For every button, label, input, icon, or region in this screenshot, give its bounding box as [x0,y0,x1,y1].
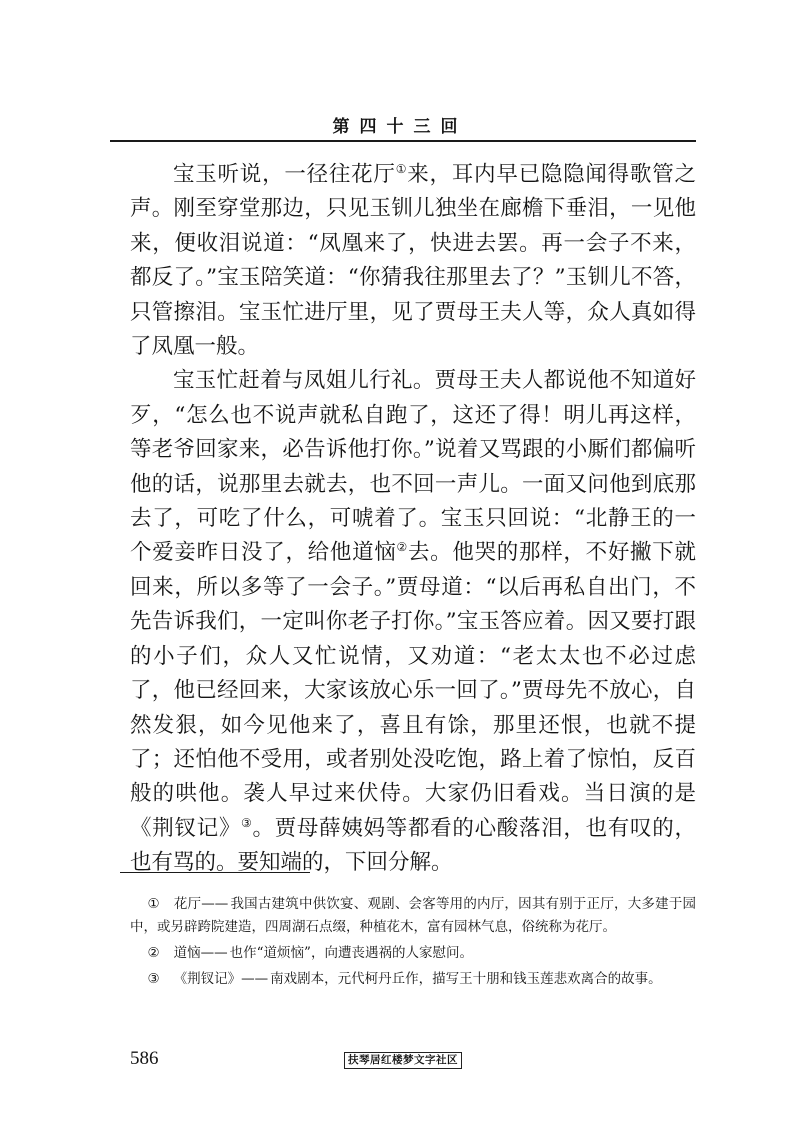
paragraph-2-text-c: 。贾母薛姨妈等都看的心酸落泪，也有叹的，也有骂的。要知端的，下回分解。 [130,815,696,876]
footnote-3 [130,968,696,991]
footnote-2-marker: ② [147,945,160,961]
footnote-rule [120,872,310,873]
paragraph-2 [130,364,696,880]
footnote-1-marker: ① [147,896,160,912]
paragraph-1-text-a: 宝玉听说，一径往花厅 [173,162,396,187]
footnote-1 [130,893,696,939]
header-rule [110,140,696,142]
page-number: 586 [130,1048,159,1069]
paragraph-1 [130,158,696,364]
footnote-2-text: 也作“道烦恼”，向遭丧遇祸的人家慰问。 [229,945,473,961]
footnote-ref-1: ① [395,161,408,176]
footnote-ref-3: ③ [241,815,253,830]
running-head-chapter-title: 第四十三回 [332,117,468,137]
footnote-2 [130,942,696,965]
paragraph-1-text-b: 来，耳内早已隐隐闻得歌管之声。刚至穿堂那边，只见玉钏儿独坐在廊檐下垂泪，一见他来，便收泪说道：“凤凰来了，快进去罢。再一会子不来，都反了。”宝玉陪笑道：“你猜我往那里去了？”玉钏儿不答，只管擦泪。宝玉忙进厅里，见了贾母王夫人等，众人真如得了凤凰一般。 [130,162,696,360]
footnote-3-marker: ③ [147,971,160,987]
footnotes [130,893,696,994]
paragraph-2-text-b: 去。他哭的那样，不好撇下就回来，所以多等了一会子。”贾母道：“以后再私自出门，不先告诉我们，一定叫你老子打你。”宝玉答应着。因又要打跟的小子们，众人又忙说情，又劝道：“老太太也不必过虑了，他已经回来，大家该放心乐一回了。”贾母先不放心，自然发狠，如今见他来了，喜且有馀，那里还恨，也就不提了；还怕他不受用，或者别处没吃饱，路上着了惊怕，反百般的哄他。袭人早过来伏侍。大家仍旧看戏。当日演的是《荆钗记》 [130,540,696,841]
paragraph-2-text-a: 宝玉忙赶着与凤姐儿行礼。贾母王夫人都说他不知道好歹，“怎么也不说声就私自跑了，这还了得！明儿再这样，等老爷回家来，必告诉他打你。”说着又骂跟的小厮们都偏听他的话，说那里去就去，也不回一声儿。一面又问他到底那去了，可吃了什么，可唬着了。宝玉只回说：“北静王的一个爱妾昨日没了，给他道恼 [130,368,696,566]
footnote-1-term: 花厅—— [173,896,229,912]
footnote-3-text: 南戏剧本，元代柯丹丘作，描写王十朋和钱玉莲悲欢离合的故事。 [270,971,662,987]
main-text [130,158,696,881]
source-stamp: 扶琴居红楼梦文字社区 [344,1052,462,1069]
footnote-1-text: 我国古建筑中供饮宴、观剧、会客等用的内厅，因其有别于正厅，大多建于园中，或另辟跨院建造，四周湖石点缀，种植花木，富有园林气息，俗统称为花厅。 [130,896,697,935]
footnote-3-term: 《荆钗记》—— [173,971,269,987]
footnote-2-term: 道恼—— [173,945,228,961]
footnote-ref-2: ② [396,540,408,555]
